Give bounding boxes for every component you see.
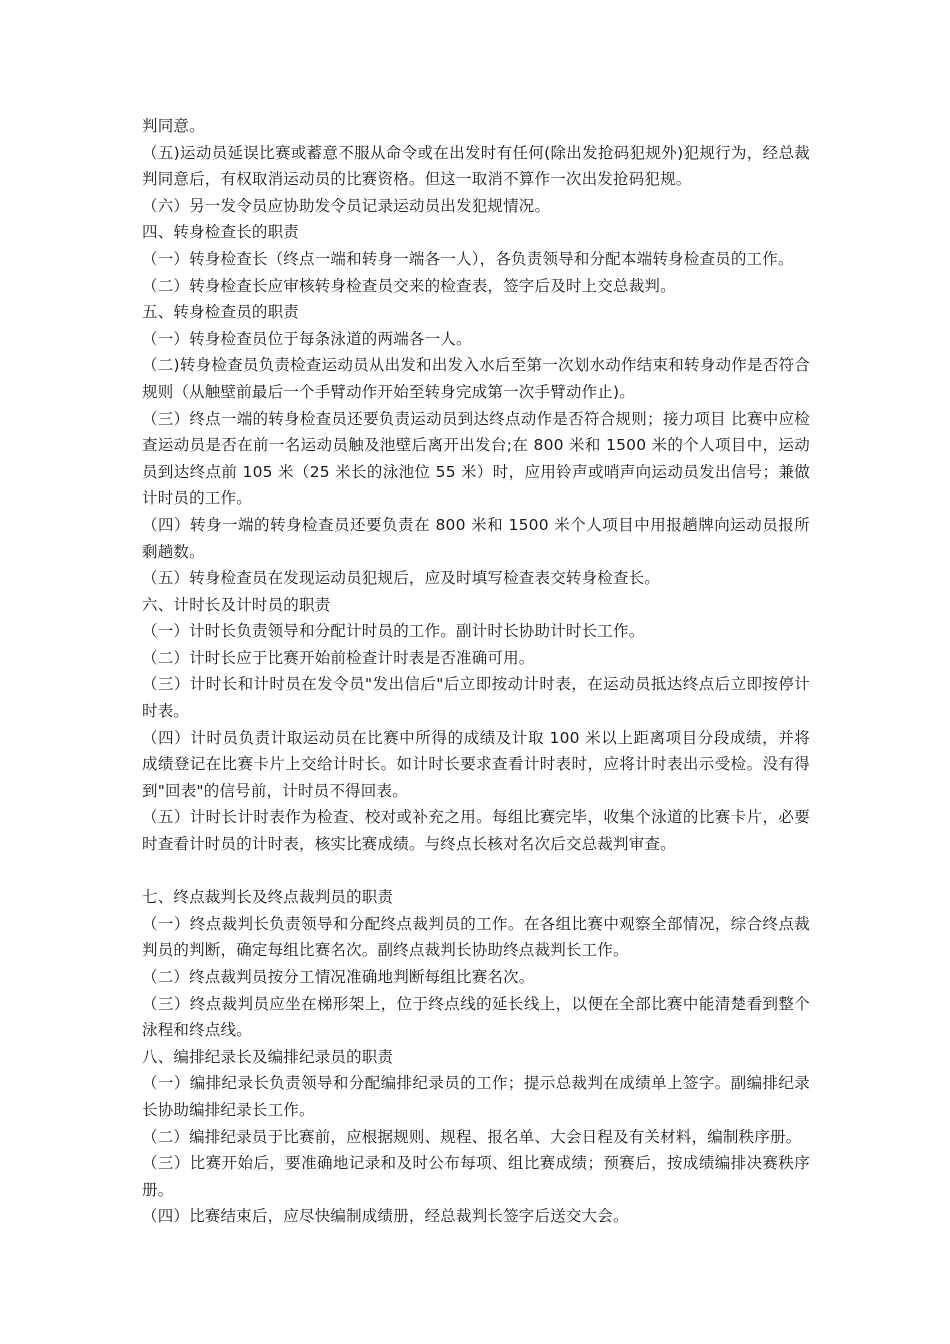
paragraph: （一）计时长负责领导和分配计时员的工作。副计时长协助计时长工作。 xyxy=(142,622,645,641)
paragraph: （一）转身检查员位于每条泳道的两端各一人。 xyxy=(142,329,472,348)
paragraph: （二）计时长应于比赛开始前检查计时表是否准确可用。 xyxy=(142,648,535,667)
paragraph: （四）计时员负责计取运动员在比赛中所得的成绩及计取 100 米以上距离项目分段成绩，并将成绩登记在比赛卡片上交给计时长。如计时长要求查看计时表时，应将计时表出示受检。没有得到"回表"的信号前，计时员不得回表。 xyxy=(142,728,810,800)
paragraph: （五）转身检查员在发现运动员犯规后，应及时填写检查表交转身检查长。 xyxy=(142,569,661,588)
section-heading-4: 四、转身检查长的职责 xyxy=(142,223,300,242)
paragraph: （二）转身检查长应审核转身检查员交来的检查表，签字后及时上交总裁判。 xyxy=(142,276,676,295)
paragraph: （三）终点裁判员应坐在梯形架上，位于终点线的延长线上，以便在全部比赛中能清楚看到整个泳程和终点线。 xyxy=(142,994,810,1040)
paragraph: （四）转身一端的转身检查员还要负责在 800 米和 1500 米个人项目中用报趟牌向运动员报所剩趟数。 xyxy=(142,515,810,561)
paragraph: （一）转身检查长（终点一端和转身一端各一人），各负责领导和分配本端转身检查员的工作。 xyxy=(142,249,794,268)
section-heading-8: 八、编排纪录长及编排纪录员的职责 xyxy=(142,1047,394,1066)
paragraph: （二）编排纪录员于比赛前，应根据规则、规程、报名单、大会日程及有关材料，编制秩序册。 xyxy=(142,1127,802,1146)
paragraph: （一）编排纪录长负责领导和分配编排纪录员的工作；提示总裁判在成绩单上签字。副编排纪录长协助编排纪录长工作。 xyxy=(142,1074,810,1119)
paragraph: （五)运动员延误比赛或蓄意不服从命令或在出发时有任何(除出发抢码犯规外)犯规行为，经总裁判同意后，有权取消运动员的比赛资格。但这一取消不算作一次出发抢码犯规。 xyxy=(142,143,810,189)
paragraph: 判同意。 xyxy=(142,117,205,135)
paragraph: （三）终点一端的转身检查员还要负责运动员到达终点动作是否符合规则；接力项目 比赛中应检查运动员是否在前一名运动员触及池壁后离开出发台;在 800 米和 1500 米的个人项目中，运动员到达终点前 105 米（25 米长的泳池位 55 米）时，应用铃声或哨声向运动员发出信号；兼做计时员的工作。 xyxy=(142,409,810,508)
paragraph: （四）比赛结束后，应尽快编制成绩册，经总裁判长签字后送交大会。 xyxy=(142,1207,629,1226)
section-heading-7: 七、终点裁判长及终点裁判员的职责 xyxy=(142,888,394,907)
paragraph: （六）另一发令员应协助发令员记录运动员出发犯规情况。 xyxy=(142,196,551,215)
section-heading-5: 五、转身检查员的职责 xyxy=(142,303,300,322)
paragraph: （二)转身检查员负责检查运动员从出发和出发入水后至第一次划水动作结束和转身动作是否符合规则（从触壁前最后一个手臂动作开始至转身完成第一次手臂动作止)。 xyxy=(142,356,810,401)
document-body xyxy=(142,113,810,1230)
paragraph: （二）终点裁判员按分工情况准确地判断每组比赛名次。 xyxy=(142,968,535,986)
blank-line xyxy=(142,858,810,885)
paragraph: （五）计时长计时表作为检查、校对或补充之用。每组比赛完毕，收集个泳道的比赛卡片，必要时查看计时员的计时表，核实比赛成绩。与终点长核对名次后交总裁判审查。 xyxy=(142,808,810,854)
paragraph: （一）终点裁判长负责领导和分配终点裁判员的工作。在各组比赛中观察全部情况，综合终点裁判员的判断，确定每组比赛名次。副终点裁判长协助终点裁判长工作。 xyxy=(142,914,810,960)
section-heading-6: 六、计时长及计时员的职责 xyxy=(142,595,331,614)
paragraph: （三）计时长和计时员在发令员"发出信后"后立即按动计时表，在运动员抵达终点后立即按停计时表。 xyxy=(142,675,810,721)
paragraph: （三）比赛开始后，要准确地记录和及时公布每项、组比赛成绩；预赛后，按成绩编排决赛秩序册。 xyxy=(142,1154,810,1199)
